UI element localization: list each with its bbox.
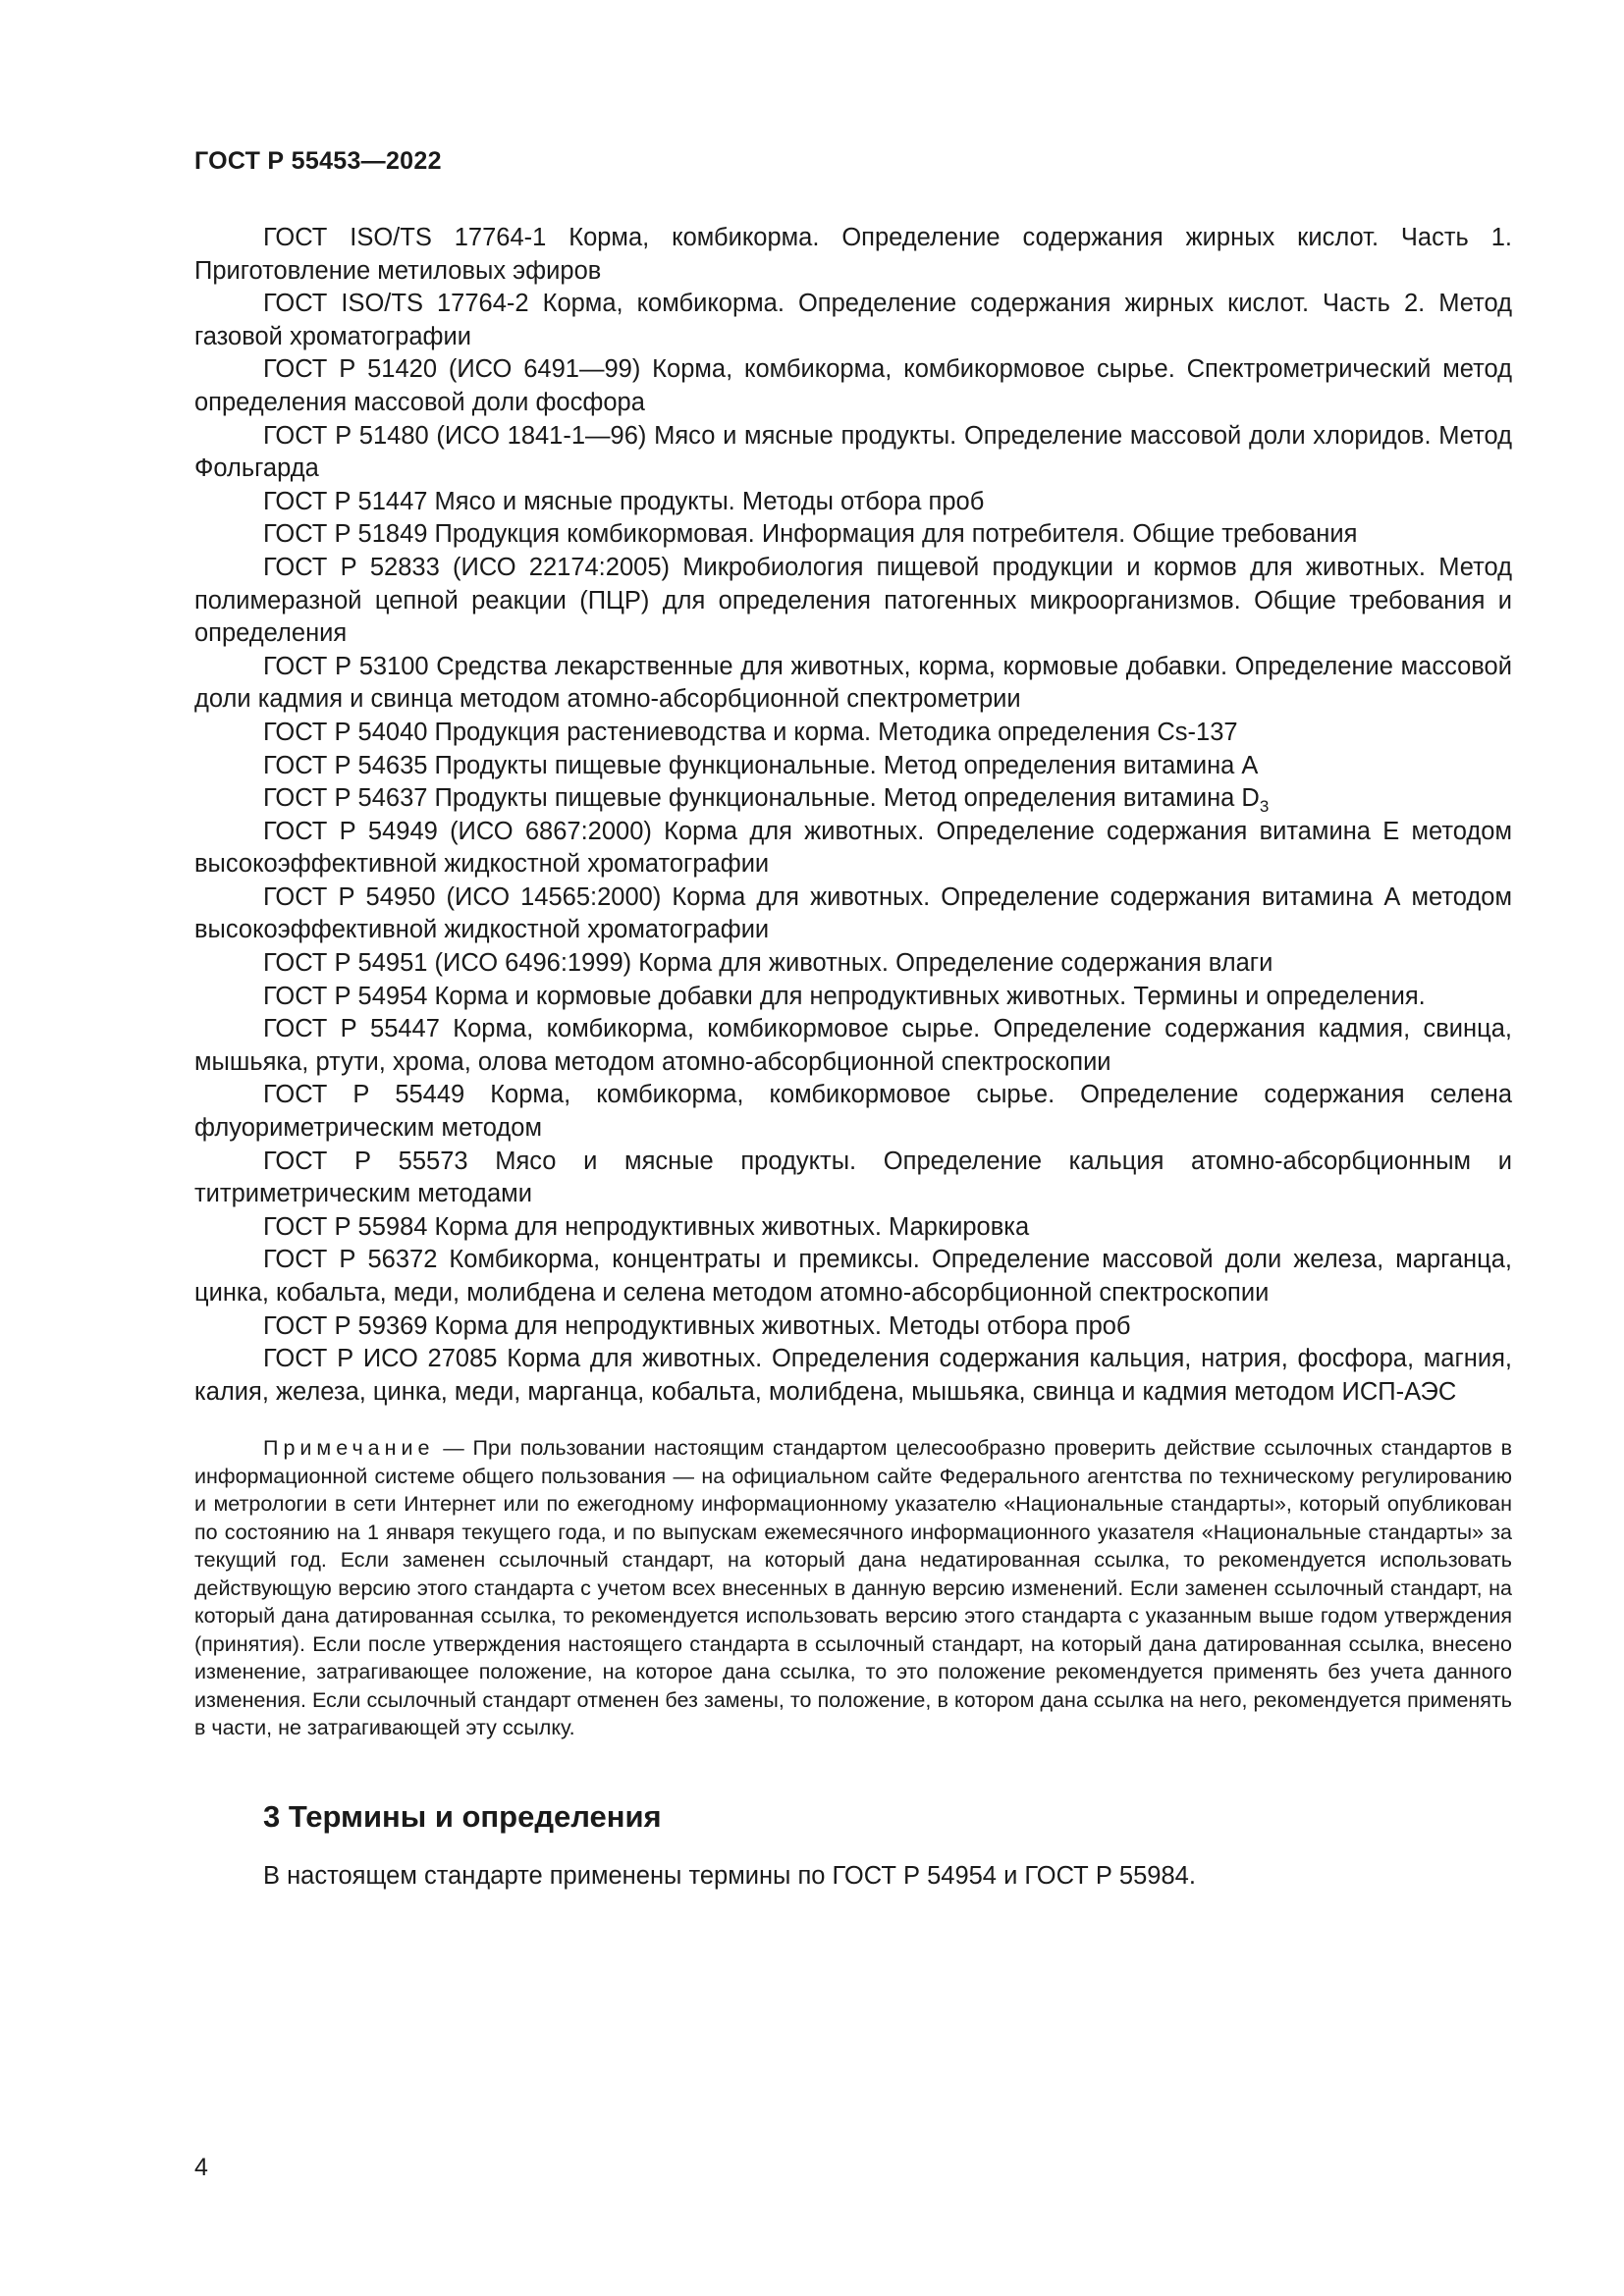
note-paragraph [194, 1434, 1512, 1742]
reference-item: ГОСТ ISO/TS 17764-2 Корма, комбикорма. Определение содержания жирных кислот. Часть 2. Метод газовой хроматографии [194, 290, 1512, 350]
reference-item: ГОСТ Р 51447 Мясо и мясные продукты. Методы отбора проб [263, 487, 985, 515]
reference-item: ГОСТ Р 52833 (ИСО 22174:2005) Микробиология пищевой продукции и кормов для животных. Метод полимеразной цепной реакции (ПЦР) для определения патогенных микроорганизмов. Общие требования и определения [194, 553, 1512, 648]
reference-item: ГОСТ Р 55447 Корма, комбикорма, комбикормовое сырье. Определение содержания кадмия, свинца, мышьяка, ртути, хрома, олова методом атомно-абсорбционной спектроскопии [194, 1015, 1512, 1076]
reference-text: ГОСТ Р 54637 Продукты пищевые функциональные. Метод определения витамина D [263, 784, 1260, 813]
reference-item: ГОСТ Р 54040 Продукция растениеводства и корма. Методика определения Cs-137 [263, 718, 1238, 746]
page-number: 4 [194, 2154, 208, 2181]
reference-item: ГОСТ Р 59369 Корма для непродуктивных животных. Методы отбора проб [263, 1311, 1131, 1340]
reference-item: ГОСТ Р 56372 Комбикорма, концентраты и премиксы. Определение массовой доли железа, марганца, цинка, кобальта, меди, молибдена и селена методом атомно-абсорбционной спектроскопии [194, 1246, 1512, 1307]
reference-item: ГОСТ Р 55984 Корма для непродуктивных животных. Маркировка [263, 1212, 1030, 1241]
page-content [194, 222, 1512, 1918]
reference-item: ГОСТ Р 54949 (ИСО 6867:2000) Корма для животных. Определение содержания витамина Е методом высокоэффективной жидкостной хроматографии [194, 817, 1512, 879]
note-dash: — [434, 1436, 473, 1461]
section-body: В настоящем стандарте применены термины по ГОСТ Р 54954 и ГОСТ Р 55984. [263, 1861, 1196, 1890]
reference-item: ГОСТ Р 55573 Мясо и мясные продукты. Определение кальция атомно-абсорбционным и титриметрическим методами [194, 1147, 1512, 1208]
reference-item: ГОСТ Р 51849 Продукция комбикормовая. Информация для потребителя. Общие требования [263, 520, 1358, 549]
reference-item: ГОСТ Р 51420 (ИСО 6491—99) Корма, комбикорма, комбикормовое сырье. Спектрометрический метод определения массовой доли фосфора [194, 355, 1512, 416]
note-text: При пользовании настоящим стандартом целесообразно проверить действие ссылочных стандартов в информационной системе общего пользования — на официальном сайте Федерального агентства по техническому регулированию и метрологии в сети Интернет или по ежегодному информационному указателю «Национальные стандарты», который опубликован по состоянию на 1 января текущего года, и по выпускам ежемесячного информационного указателя «Национальные стандарты» за текущий год. Если заменен ссылочный стандарт, на который дана недатированная ссылка, то рекомендуется использовать действующую версию этого стандарта с учетом всех внесенных в данную версию изменений. Если заменен ссылочный стандарт, на который дана датированная ссылка, то рекомендуется использовать версию этого стандарта с указанным выше годом утверждения (принятия). Если после утверждения настоящего стандарта в ссылочный стандарт, на который дана датированная ссылка, внесено изменение, затрагивающее положение, на которое дана ссылка, то это положение рекомендуется применять без учета данного изменения. Если ссылочный стандарт отменен без замены, то положение, в котором дана ссылка на него, рекомендуется применять в части, не затрагивающей эту ссылку. [194, 1436, 1512, 1740]
reference-item: ГОСТ Р 55449 Корма, комбикорма, комбикормовое сырье. Определение содержания селена флуориметрическим методом [194, 1081, 1512, 1143]
reference-item: ГОСТ Р 53100 Средства лекарственные для животных, корма, кормовые добавки. Определение массовой доли кадмия и свинца методом атомно-абсорбционной спектрометрии [194, 652, 1512, 714]
section-heading: 3 Термины и определения [263, 1798, 662, 1834]
reference-item: ГОСТ Р 51480 (ИСО 1841-1—96) Мясо и мясные продукты. Определение массовой доли хлоридов. Метод Фольгарда [194, 421, 1512, 483]
reference-item: ГОСТ Р 54950 (ИСО 14565:2000) Корма для животных. Определение содержания витамина А методом высокоэффективной жидкостной хроматографии [194, 882, 1512, 944]
note-label: Примечание [263, 1436, 435, 1461]
reference-item: ГОСТ ISO/TS 17764-1 Корма, комбикорма. Определение содержания жирных кислот. Часть 1. Приготовление метиловых эфиров [194, 224, 1512, 285]
reference-item: ГОСТ Р 54951 (ИСО 6496:1999) Корма для животных. Определение содержания влаги [263, 949, 1273, 978]
reference-item: ГОСТ Р 54954 Корма и кормовые добавки для непродуктивных животных. Термины и определения. [263, 982, 1426, 1010]
document-header: ГОСТ Р 55453—2022 [194, 147, 442, 175]
subscript-text: 3 [1259, 797, 1270, 817]
reference-item: ГОСТ Р ИСО 27085 Корма для животных. Определения содержания кальция, натрия, фосфора, магния, калия, железа, цинка, меди, марганца, кобальта, молибдена, мышьяка, свинца и кадмия методом ИСП-АЭС [194, 1345, 1512, 1406]
reference-item: ГОСТ Р 54635 Продукты пищевые функциональные. Метод определения витамина А [263, 751, 1259, 779]
normative-references-list [194, 222, 1512, 1409]
reference-item-vitamin-d3 [194, 782, 1512, 816]
